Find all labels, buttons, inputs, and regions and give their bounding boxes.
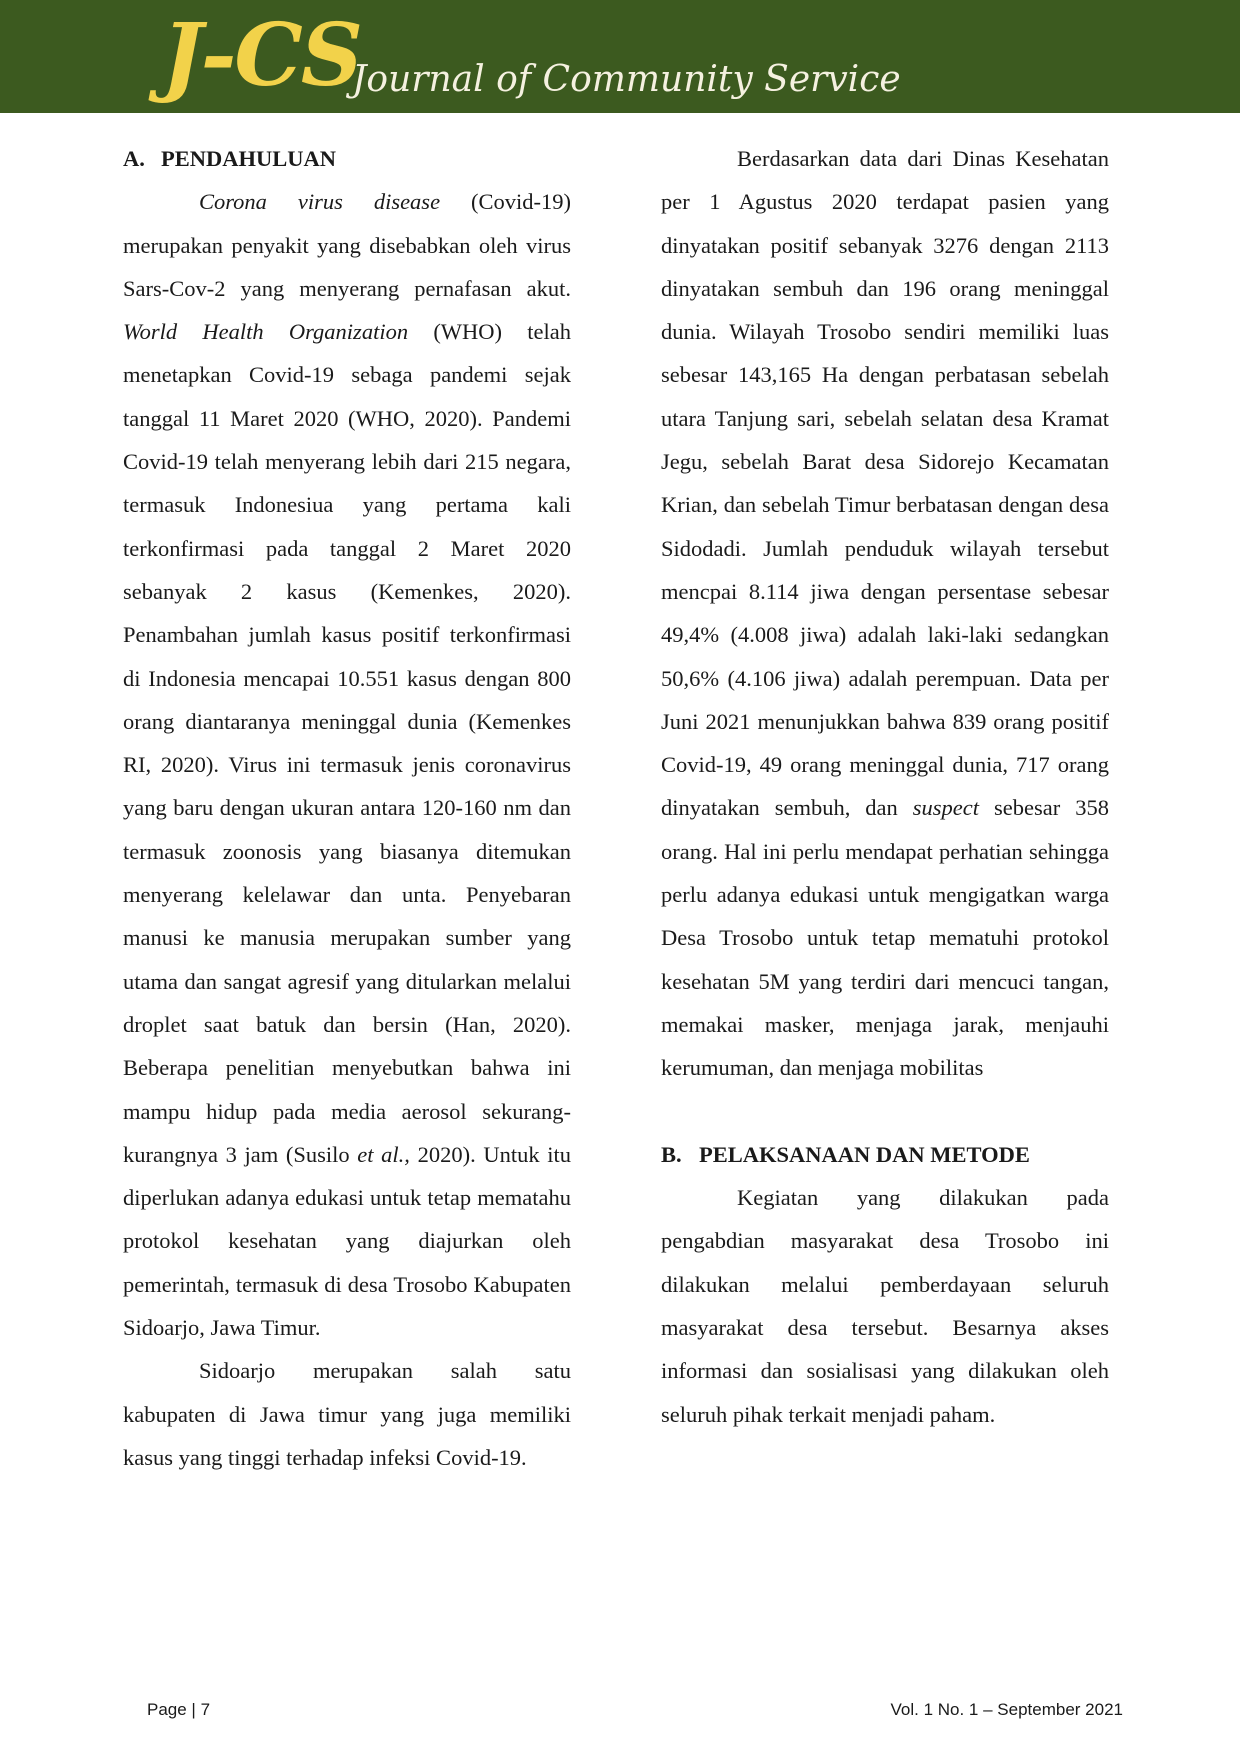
intro-text-a: (Covid-19) merupakan penyakit yang disebabkan oleh virus Sars-Cov-2 yang menyerang pernafasan akut. [123,189,571,301]
italic-who: World Health Organization [123,319,409,345]
journal-header-banner [0,0,1240,113]
intro-text-b: (WHO) telah menetapkan Covid-19 sebaga pandemi sejak tanggal 11 Maret 2020 (WHO, 2020). Pandemi Covid-19 telah menyerang lebih dari 215 negara, termasuk Indonesiua yang pertama kali terkonfirmasi pada tanggal 2 Maret 2020 sebanyak 2 kasus (Kemenkes, 2020). Penambahan jumlah kasus positif terkonfirmasi di Indonesia mencapai 10.551 kasus dengan 800 orang diantaranya meninggal dunia (Kemenkes RI, 2020). Virus ini termasuk jenis coronavirus yang baru dengan ukuran antara 120-160 nm dan termasuk zoonosis yang biasanya ditemukan menyerang kelelawar dan unta. Penyebaran manusi ke manusia merupakan sumber yang utama dan sangat agresif yang ditularkan melalui droplet saat batuk dan bersin (Han, 2020). Beberapa penelitian menyebutkan bahwa ini mampu hidup pada media aerosol sekurang-kurangnya 3 jam (Susilo [123,319,571,1167]
section-b-heading [661,1133,1109,1176]
section-spacer [661,1090,1109,1133]
data-text-a: Berdasarkan data dari Dinas Kesehatan per 1 Agustus 2020 terdapat pasien yang dinyatakan positif sebanyak 3276 dengan 2113 dinyatakan sembuh dan 196 orang meninggal dunia. Wilayah Trosobo sendiri memiliki luas sebesar 143,165 Ha dengan perbatasan sebelah utara Tanjung sari, sebelah selatan desa Kramat Jegu, sebelah Barat desa Sidorejo Kecamatan Krian, dan sebelah Timur berbatasan dengan desa Sidodadi. Jumlah penduduk wilayah tersebut mencpai 8.114 jiwa dengan persentase sebesar 49,4% (4.008 jiwa) adalah laki-laki sedangkan 50,6% (4.106 jiwa) adalah perempuan. Data per Juni 2021 menunjukkan bahwa 839 orang positif Covid-19, 49 orang meninggal dunia, 717 orang dinyatakan sembuh, dan [661,146,1109,821]
volume-info: Vol. 1 No. 1 – September 2021 [890,1700,1123,1719]
italic-etal: et al., [357,1141,410,1167]
intro-text-c: 2020). Untuk itu diperlukan adanya edukasi untuk tetap mematahu protokol kesehatan yang diajurkan oleh pemerintah, termasuk di desa Trosobo Kabupaten Sidoarjo, Jawa Timur. [123,1141,571,1341]
section-a-heading [123,137,571,180]
italic-corona: Corona virus disease [199,189,441,215]
intro-paragraph-1 [123,180,571,1349]
data-text-b: sebesar 358 orang. Hal ini perlu mendapat perhatian sehingga perlu adanya edukasi untuk mengigatkan warga Desa Trosobo untuk tetap mematuhi protokol kesehatan 5M yang terdiri dari mencuci tangan, memakai masker, menjaga jarak, menjauhi kerumuman, dan menjaga mobilitas [661,795,1109,1081]
italic-suspect: suspect [912,795,980,821]
section-b-number: B. [661,1141,682,1167]
intro-paragraph-3 [661,137,1109,1090]
journal-title: Journal of Community Service [352,59,901,100]
section-a-number: A. [123,146,145,171]
section-b-title: PELAKSANAAN DAN METODE [699,1141,1030,1167]
right-column [661,137,1109,1436]
section-a-title: PENDAHULUAN [161,146,337,171]
method-paragraph-1: Kegiatan yang dilakukan pada pengabdian masyarakat desa Trosobo ini dilakukan melalui pemberdayaan seluruh masyarakat desa tersebut. Besarnya akses informasi dan sosialisasi yang dilakukan oleh seluruh pihak terkait menjadi paham. [661,1185,1109,1427]
page-number: Page | 7 [147,1700,211,1719]
intro-paragraph-2: Sidoarjo merupakan salah satu kabupaten di Jawa timur yang juga memiliki kasus yang tinggi terhadap infeksi Covid-19. [123,1358,571,1470]
journal-logo: J-CS [162,5,361,106]
left-column [123,137,571,1479]
